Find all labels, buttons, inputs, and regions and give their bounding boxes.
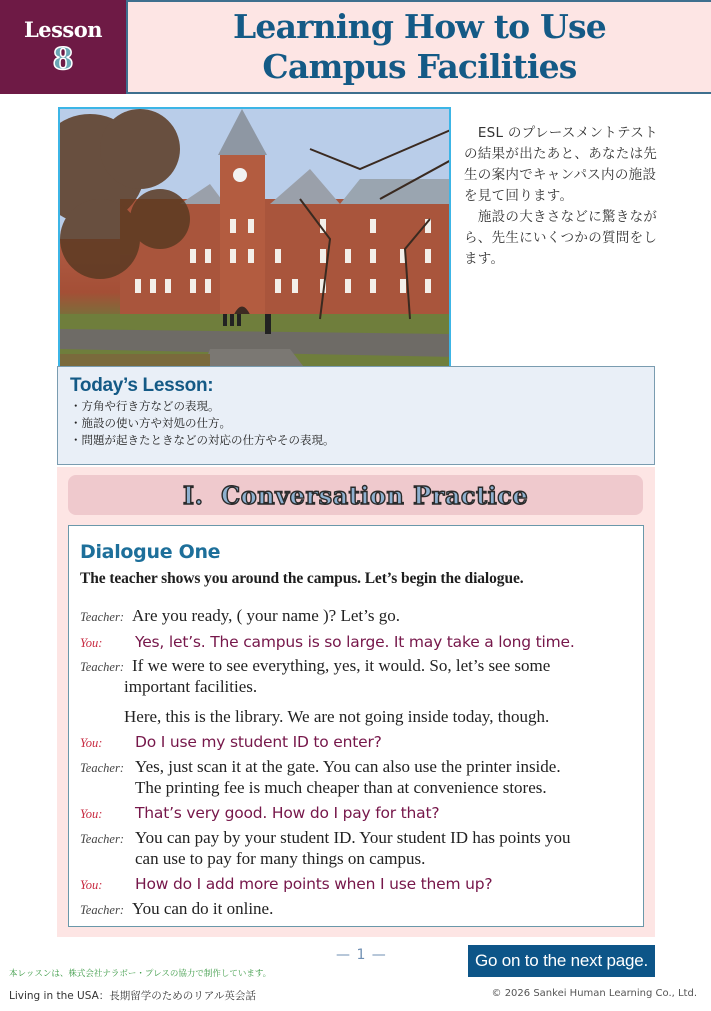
credit-text: 本レッスンは、株式会社ナラボー・プレスの協力で制作しています。 [9,969,272,979]
teacher-utterance-continued: important facilities. [124,677,258,696]
page-number: — 1 — [336,947,387,963]
page-title-line-1: Learning How to Use [232,7,607,46]
todays-lesson-title: Today’s Lesson: [70,375,214,396]
intro-paragraph-2: 施設の大きさなどに驚きながら、先生にいくつかの質問をします。 [464,209,658,267]
speaker-label-you: You: [80,807,103,821]
dialogue-line [80,757,643,778]
lesson-label: Lesson [23,17,103,42]
lesson-number: 8 [52,42,74,77]
dialogue-line [80,828,643,849]
speaker-label: Teacher: [80,660,124,674]
dialogue-box [68,525,644,927]
teacher-utterance-continued: The printing fee is much cheaper than at convenience stores. [135,778,547,797]
teacher-utterance-continued: can use to pay for many things on campus. [135,849,426,868]
dialogue-line [80,874,643,895]
teacher-utterance: You can pay by your student ID. Your student ID has points you [135,828,571,847]
teacher-utterance: If we were to see everything, yes, it would. So, let’s see some [132,656,551,675]
dialogue-line [80,803,643,824]
speaker-label-you: You: [80,878,103,892]
section-title: I. Conversation Practice [182,480,529,510]
dialogue-line [80,606,643,627]
teacher-utterance: Are you ready, ( your name )? Let’s go. [132,606,400,625]
dialogue-line [80,632,643,653]
you-utterance: That’s very good. How do I pay for that? [135,804,440,822]
lesson-header [0,0,711,94]
conversation-practice-panel [57,467,655,937]
todays-lesson-item: ・問題が起きたときなどの対応の仕方やその表現。 [70,433,335,447]
copyright-text: © 2026 Sankei Human Learning Co., Ltd. [491,988,697,999]
speaker-label: Teacher: [80,832,124,846]
dialogue-lines [80,606,643,920]
lesson-badge [0,0,126,94]
dialogue-line [80,899,643,920]
todays-lesson-item: ・施設の使い方や対処の仕方。 [70,416,231,430]
title-banner [126,0,711,94]
next-page-button[interactable]: Go on to the next page. [468,945,655,977]
dialogue-instructions: The teacher shows you around the campus. Let’s begin the dialogue. [80,570,524,587]
you-utterance: Yes, let’s. The campus is so large. It may take a long time. [135,633,575,651]
dialogue-title: Dialogue One [80,541,221,563]
dialogue-line [80,732,643,753]
series-title: Living in the USA：長期留学のためのリアル英会話 [9,990,256,1002]
campus-photo [58,107,451,373]
todays-lesson-list [70,398,654,449]
campus-building-illustration [60,109,451,373]
speaker-label-you: You: [80,736,103,750]
speaker-label: Teacher: [80,610,124,624]
dialogue-line [80,656,643,677]
speaker-label-you: You: [80,636,103,650]
you-utterance: Do I use my student ID to enter? [135,733,382,751]
section-header [68,475,643,515]
teacher-utterance: Yes, just scan it at the gate. You can also use the printer inside. [135,757,561,776]
teacher-utterance: Here, this is the library. We are not going inside today, though. [124,707,550,726]
speaker-label: Teacher: [80,761,124,775]
intro-paragraph-1: ESL のプレースメントテストの結果が出たあと、あなたは先生の案内でキャンパス内の施設を見て回ります。 [464,125,658,204]
you-utterance: How do I add more points when I use them up? [135,875,493,893]
intro-text [464,123,664,270]
teacher-utterance: You can do it online. [132,899,274,918]
todays-lesson-item: ・方角や行き方などの表現。 [70,399,220,413]
page-title-line-2: Campus Facilities [262,47,577,86]
speaker-label: Teacher: [80,903,124,917]
todays-lesson-panel [57,366,655,465]
